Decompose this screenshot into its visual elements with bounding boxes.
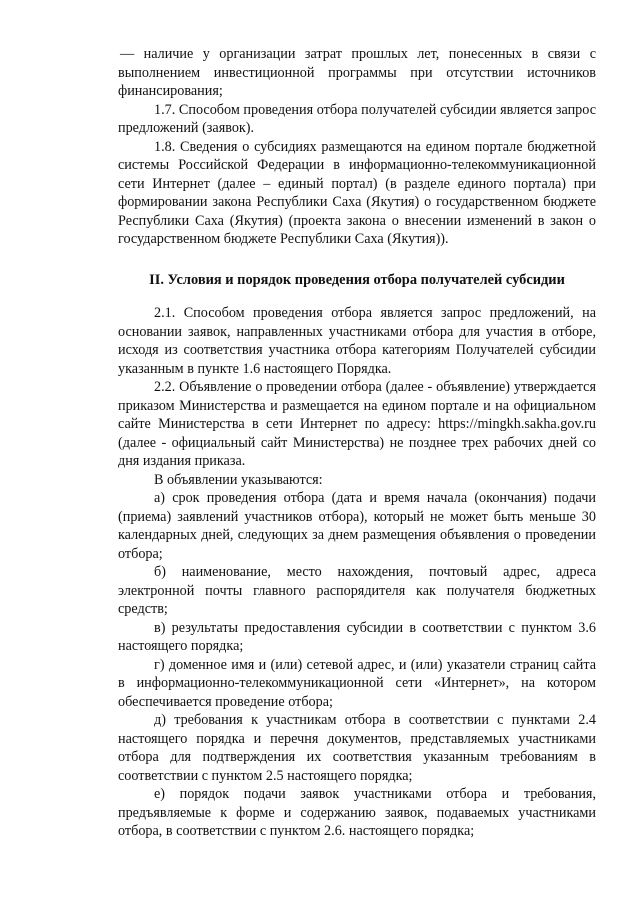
paragraph-group-bottom	[118, 304, 596, 841]
list-item-b: б) наименование, место нахождения, почтовый адрес, адреса электронной почты главного распорядителя как получателя бюджетных средств;	[118, 564, 596, 617]
paragraph-no-costs: — наличие у организации затрат прошлых лет, понесенных в связи с выполнением инвестиционной программы при отсутствии источников финансирования;	[118, 46, 596, 99]
list-item-d: д) требования к участникам отбора в соответствии с пунктами 2.4 настоящего порядка и перечня документов, представляемых участниками отбора для подтверждения их соответствия указанным требованиям в соответствии с пунктом 2.5 настоящего порядка;	[118, 712, 596, 784]
paragraph-1-7: 1.7. Способом проведения отбора получателей субсидии является запрос предложений (заявок).	[118, 101, 596, 136]
paragraph-2-1: 2.1. Способом проведения отбора является запрос предложений, на основании заявок, направленных участниками отбора для участия в отборе, исходя из соответствия участника отбора категориям Получателей субсидии указанным в пункте 1.6 настоящего Порядка.	[118, 305, 596, 377]
paragraph-2-2: 2.2. Объявление о проведении отбора (далее - объявление) утверждается приказом Министерства и размещается на едином портале и на официальном сайте Министерства в сети Интернет по адресу: https://mingkh.sakha.gov.ru (далее - официальный сайт Министерства) не позднее трех рабочих дней со дня издания приказа.	[118, 379, 596, 469]
list-item-v: в) результаты предоставления субсидии в соответствии с пунктом 3.6 настоящего порядка;	[118, 619, 596, 654]
list-item-a: а) срок проведения отбора (дата и время начала (окончания) подачи (приема) заявлений участников отбора), который не может быть меньше 30 календарных дней, следующих за днем размещения объявления о проведении отбора;	[118, 490, 596, 562]
paragraph-1-8: 1.8. Сведения о субсидиях размещаются на едином портале бюджетной системы Российской Федерации в информационно-телекоммуникационной сети Интернет (далее – единый портал) (в разделе единого портала) при формировании закона Республики Саха (Якутия) о государственном бюджете Республики Саха (Якутия) (проекта закона о внесении изменений в закон о государственном бюджете Республики Саха (Якутия)).	[118, 138, 596, 247]
list-item-e: е) порядок подачи заявок участниками отбора и требования, предъявляемые к форме и содержанию заявок, подаваемых участниками отбора, в соответствии с пунктом 2.6. настоящего порядка;	[118, 786, 596, 839]
paragraph-list-intro: В объявлении указываются:	[154, 471, 323, 488]
list-item-g: г) доменное имя и (или) сетевой адрес, и (или) указатели страниц сайта в информационно-телекоммуникационной сети «Интернет», на котором обеспечивается проведение отбора;	[118, 656, 596, 710]
section-heading: II. Условия и порядок проведения отбора получателей субсидии	[149, 272, 565, 288]
paragraph-group-top	[118, 45, 596, 249]
